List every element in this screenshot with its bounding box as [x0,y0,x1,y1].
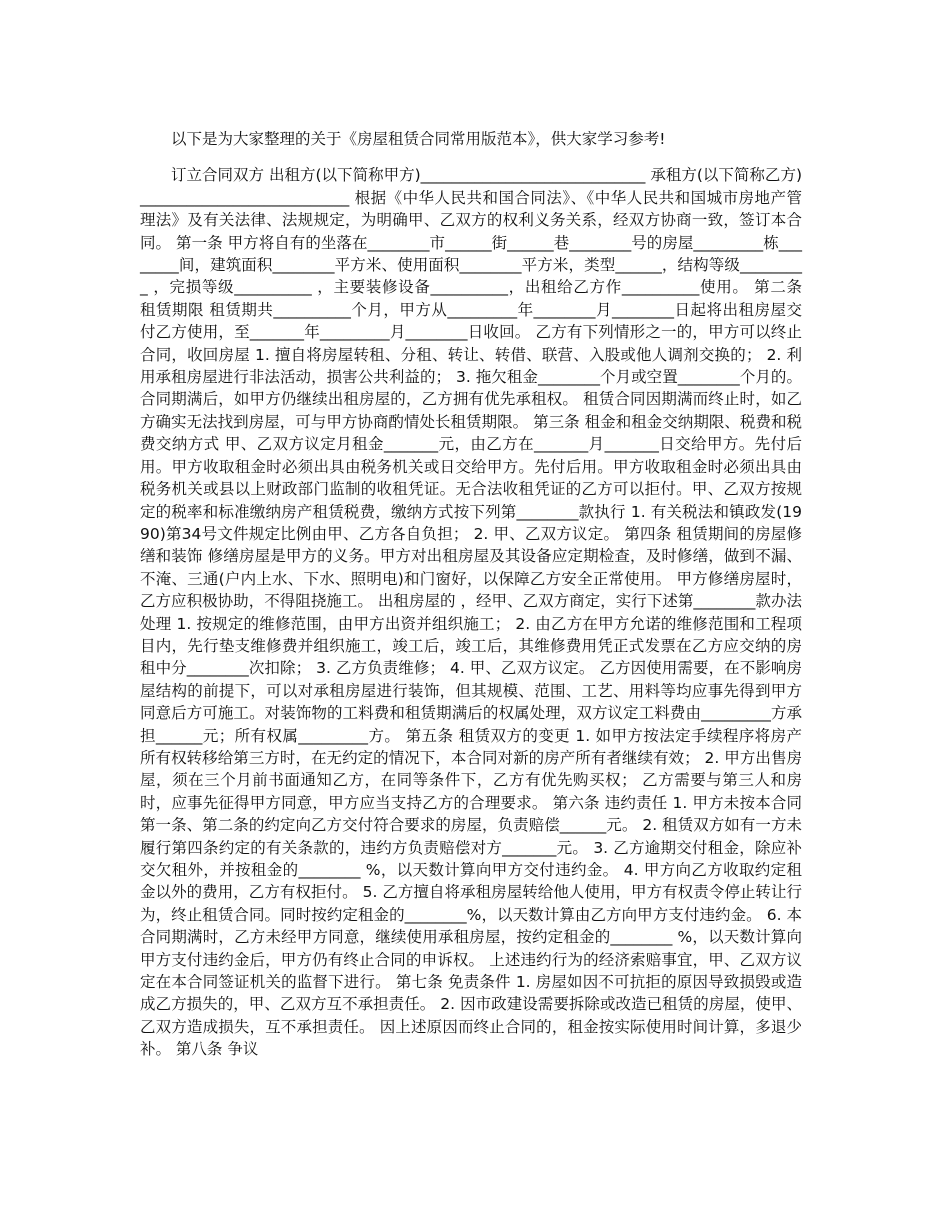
intro-paragraph: 以下是为大家整理的关于《房屋租赁合同常用版范本》，供大家学习参考! [171,130,666,148]
document-page [140,128,802,1061]
contract-body-paragraph: 订立合同双方 出租方(以下简称甲方)_____________________________ 承租方(以下简称乙方)___________________________ 根据《中华人民共和国合同法》、《中华人民共和国城市房地产管理法》及有关法律、法规规定，为明确甲、乙双方的权利义务关系，经双方协商一致，签订本合同。 第一条 甲方将自有的坐落在________市______街______巷________号的房屋_________栋________间，建筑面积________平方米、使用面积________平方米，类型______，结构等级_________ ，完损等级__________ ，主要装修设备__________，出租给乙方作__________使用。 第二条 租赁期限 租赁期共__________个月，甲方从_________年________月________日起将出租房屋交付乙方使用，至_______年_________月________日收回。 乙方有下列情形之一的，甲方可以终止合同，收回房屋 1. 擅自将房屋转租、分租、转让、转借、联营、入股或他人调剂交换的； 2. 利用承租房屋进行非法活动，损害公共利益的； 3. 拖欠租金________个月或空置________个月的。 合同期满后，如甲方仍继续出租房屋的，乙方拥有优先承租权。 租赁合同因期满而终止时，如乙方确实无法找到房屋，可与甲方协商酌情处长租赁期限。 第三条 租金和租金交纳期限、税费和税费交纳方式 甲、乙双方议定月租金_______元，由乙方在_______月_______日交给甲方。先付后用。甲方收取租金时必须出具由税务机关或日交给甲方。先付后用。甲方收取租金时必须出具由税务机关或县以上财政部门监制的收租凭证。无合法收租凭证的乙方可以拒付。甲、乙双方按规定的税率和标准缴纳房产租赁税费，缴纳方式按下列第________款执行 1. 有关税法和镇政发(1990)第34号文件规定比例由甲、乙方各自负担； 2. 甲、乙双方议定。 第四条 租赁期间的房屋修缮和装饰 修缮房屋是甲方的义务。甲方对出租房屋及其设备应定期检查，及时修缮，做到不漏、不淹、三通(户内上水、下水、照明电)和门窗好，以保障乙方安全正常使用。 甲方修缮房屋时，乙方应积极协助，不得阻挠施工。 出租房屋的 ，经甲、乙双方商定，实行下述第________款办法处理 1. 按规定的维修范围，由甲方出资并组织施工； 2. 由乙方在甲方允诺的维修范围和工程项目内，先行垫支维修费并组织施工，竣工后，竣工后，其维修费用凭正式发票在乙方应交纳的房租中分________次扣除； 3. 乙方负责维修； 4. 甲、乙双方议定。 乙方因使用需要，在不影响房屋结构的前提下，可以对承租房屋进行装饰，但其规模、范围、工艺、用料等均应事先得到甲方同意后方可施工。对装饰物的工料费和租赁期满后的权属处理，双方议定工料费由_________方承担______元；所有权属_________方。 第五条 租赁双方的变更 1. 如甲方按法定手续程序将房产所有权转移给第三方时，在无约定的情况下，本合同对新的房产所有者继续有效； 2. 甲方出售房屋，须在三个月前书面通知乙方，在同等条件下，乙方有优先购买权； 乙方需要与第三人和房时，应事先征得甲方同意，甲方应当支持乙方的合理要求。 第六条 违约责任 1. 甲方未按本合同第一条、第二条的约定向乙方交付符合要求的房屋，负责赔偿______元。 2. 租赁双方如有一方未履行第四条约定的有关条款的，违约方负责赔偿对方_______元。 3. 乙方逾期交付租金，除应补交欠租外，并按租金的________ %，以天数计算向甲方交付违约金。 4. 甲方向乙方收取约定租金以外的费用，乙方有权拒付。 5. 乙方擅自将承租房屋转给他人使用，甲方有权责令停止转让行为，终止租赁合同。同时按约定租金的________%，以天数计算由乙方向甲方支付违约金。 6. 本合同期满时，乙方未经甲方同意，继续使用承租房屋，按约定租金的________ %，以天数计算向甲方支付违约金后，甲方仍有终止合同的申诉权。 上述违约行为的经济索赔事宜，甲、乙双方议定在本合同签证机关的监督下进行。 第七条 免责条件 1. 房屋如因不可抗拒的原因导致损毁或造成乙方损失的，甲、乙双方互不承担责任。 2. 因市政建设需要拆除或改造已租赁的房屋，使甲、乙双方造成损失，互不承担责任。 因上述原因而终止合同的，租金按实际使用时间计算，多退少补。 第八条 争议 [140,166,802,1059]
